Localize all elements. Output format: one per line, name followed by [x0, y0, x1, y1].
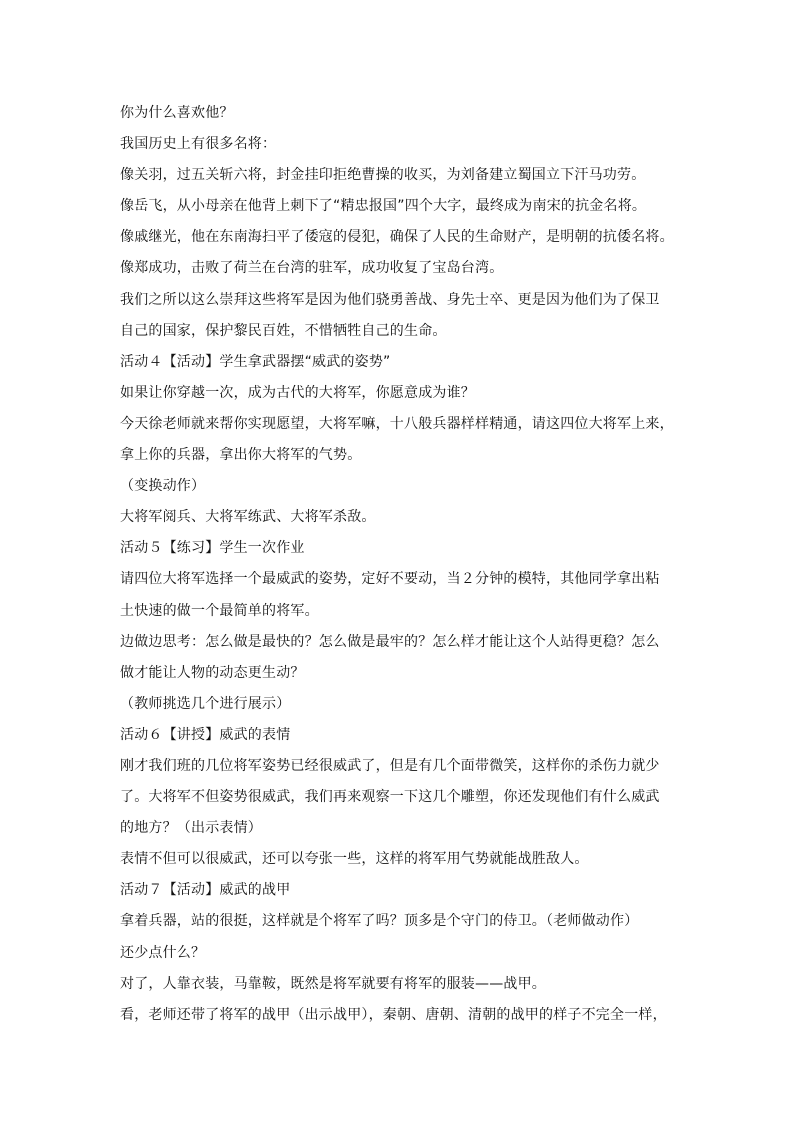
text-line-yue-fei: 像岳飞，从小母亲在他背上刺下了“精忠报国”四个大字，最终成为南宋的抗金名将。 — [120, 198, 647, 215]
text-line-armor-2: 还少点什么？ — [120, 944, 206, 961]
text-line-admiration-2: 自己的国家，保护黎民百姓，不惜牺牲自己的生命。 — [120, 322, 447, 339]
text-line-armor-3: 对了，人靠衣装，马靠鞍，既然是将军就要有将军的服装——战甲。 — [120, 975, 546, 992]
text-line-qi-jiguang: 像戚继光，他在东南海扫平了倭寇的侵犯，确保了人民的生命财产，是明朝的抗倭名将。 — [120, 229, 674, 246]
text-line-zheng-chenggong: 像郑成功，击败了荷兰在台湾的驻军，成功收复了宝岛台湾。 — [120, 260, 504, 277]
text-line-expression-2: 了。大将军不但姿势很威武，我们再来观察一下这几个雕塑，你还发现他们有什么威武 — [120, 789, 660, 806]
text-line-guan-yu: 像关羽，过五关斩六将，封金挂印拒绝曹操的收买，为刘备建立蜀国立下汗马功劳。 — [120, 167, 646, 184]
text-line-change-pose: （变换动作） — [120, 478, 206, 495]
text-line-display: （教师挑选几个进行展示） — [120, 695, 291, 712]
text-line-general-actions: 大将军阅兵、大将军练武、大将军杀敌。 — [120, 509, 376, 526]
text-line-question: 你为什么喜欢他？ — [120, 105, 234, 121]
document-body — [120, 98, 680, 1031]
text-line-think-2: 做才能让人物的动态更生动？ — [120, 664, 305, 681]
text-line-expression-3: 的地方？（出示表情） — [120, 820, 262, 837]
text-line-armor-4: 看，老师还带了将军的战甲（出示战甲），秦朝、唐朝、清朝的战甲的样子不完全一样， — [120, 1006, 667, 1023]
text-line-admiration-1: 我们之所以这么崇拜这些将军是因为他们骁勇善战、身先士卒、更是因为他们为了保卫 — [120, 291, 660, 308]
text-line-expression-4: 表情不但可以很威武，还可以夸张一些，这样的将军用气势就能战胜敌人。 — [120, 851, 589, 868]
text-line-pose-model-1: 请四位大将军选择一个最威武的姿势，定好不要动，当２分钟的模特，其他同学拿出粘 — [120, 571, 660, 588]
activity-6-heading: 活动６【讲授】威武的表情 — [120, 726, 291, 743]
text-line-time-travel: 如果让你穿越一次，成为古代的大将军，你愿意成为谁？ — [120, 384, 475, 401]
text-line-intro-generals: 我国历史上有很多名将： — [120, 136, 277, 153]
activity-7-heading: 活动７【活动】威武的战甲 — [120, 882, 291, 899]
text-line-expression-1: 刚才我们班的几位将军姿势已经很威武了，但是有几个面带微笑，这样你的杀伤力就少 — [120, 757, 660, 774]
activity-4-heading: 活动４【活动】学生拿武器摆“威武的姿势” — [120, 353, 391, 370]
activity-5-heading: 活动５【练习】学生一次作业 — [120, 540, 305, 557]
text-line-teacher-xu-2: 拿上你的兵器，拿出你大将军的气势。 — [120, 447, 362, 464]
text-line-pose-model-2: 土快速的做一个最简单的将军。 — [120, 602, 319, 619]
text-line-armor-1: 拿着兵器，站的很挺，这样就是个将军了吗？顶多是个守门的侍卫。（老师做动作） — [120, 913, 639, 930]
text-line-think-1: 边做边思考：怎么做是最快的？怎么做是最牢的？怎么样才能让这个人站得更稳？怎么 — [120, 633, 660, 650]
text-line-teacher-xu-1: 今天徐老师就来帮你实现愿望，大将军嘛，十八般兵器样样精通，请这四位大将军上来， — [120, 415, 674, 432]
